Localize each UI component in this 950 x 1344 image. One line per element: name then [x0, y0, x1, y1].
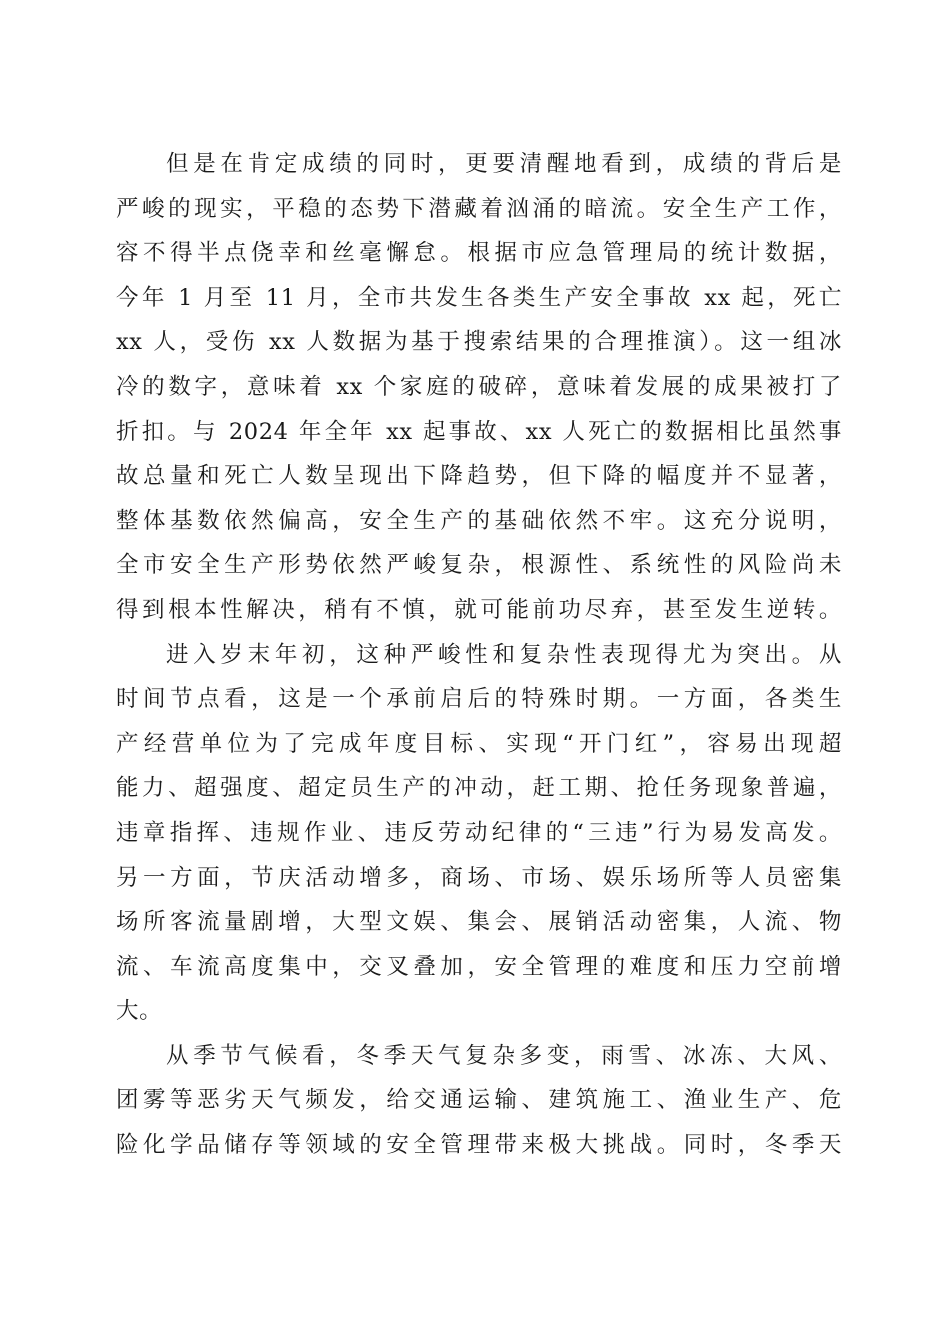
text-line: 冷的数字，意味着 xx 个家庭的破碎，意味着发展的成果被打了: [116, 373, 842, 400]
text-line: 大。: [116, 998, 163, 1025]
text-line: 另一方面，节庆活动增多，商场、市场、娱乐场所等人员密集: [116, 864, 842, 891]
text-line: 容不得半点侥幸和丝毫懈怠。根据市应急管理局的统计数据，: [116, 240, 842, 267]
text-line: 能力、超强度、超定员生产的冲动，赶工期、抢任务现象普遍，: [116, 775, 842, 802]
text-line: 整体基数依然偏高，安全生产的基础依然不牢。这充分说明，: [116, 507, 842, 534]
paragraph-season: [116, 1034, 842, 1168]
text-line: 险化学品储存等领域的安全管理带来极大挑战。同时，冬季天: [116, 1132, 842, 1159]
text-line: 时间节点看，这是一个承前启后的特殊时期。一方面，各类生: [116, 686, 842, 713]
text-line: 今年 1 月至 11 月，全市共发生各类生产安全事故 xx 起，死亡: [116, 284, 842, 311]
text-line: 违章指挥、违规作业、违反劳动纪律的“三违”行为易发高发。: [116, 819, 842, 846]
text-line: 故总量和死亡人数呈现出下降趋势，但下降的幅度并不显著，: [116, 463, 842, 490]
text-line: 场所客流量剧增，大型文娱、集会、展销活动密集，人流、物: [116, 909, 842, 936]
text-line: 严峻的现实，平稳的态势下潜藏着汹涌的暗流。安全生产工作，: [116, 195, 842, 222]
text-line: 流、车流高度集中，交叉叠加，安全管理的难度和压力空前增: [116, 953, 842, 980]
text-line: 团雾等恶劣天气频发，给交通运输、建筑施工、渔业生产、危: [116, 1087, 842, 1114]
paragraph-statistics: [116, 142, 842, 633]
paragraph-year-end: [116, 633, 842, 1034]
text-line: xx 人，受伤 xx 人数据为基于搜索结果的合理推演）。这一组冰: [116, 329, 842, 356]
text-line: 得到根本性解决，稍有不慎，就可能前功尽弃，甚至发生逆转。: [116, 596, 842, 623]
text-line: 产经营单位为了完成年度目标、实现“开门红”，容易出现超: [116, 730, 842, 757]
text-line: 但是在肯定成绩的同时，更要清醒地看到，成绩的背后是: [166, 151, 842, 177]
text-line: 从季节气候看，冬季天气复杂多变，雨雪、冰冻、大风、: [166, 1042, 842, 1069]
document-body: [116, 142, 842, 1168]
text-line: 折扣。与 2024 年全年 xx 起事故、xx 人死亡的数据相比虽然事: [116, 418, 842, 445]
text-line: 进入岁末年初，这种严峻性和复杂性表现得尤为突出。从: [166, 641, 842, 668]
text-line: 全市安全生产形势依然严峻复杂，根源性、系统性的风险尚未: [116, 552, 842, 579]
